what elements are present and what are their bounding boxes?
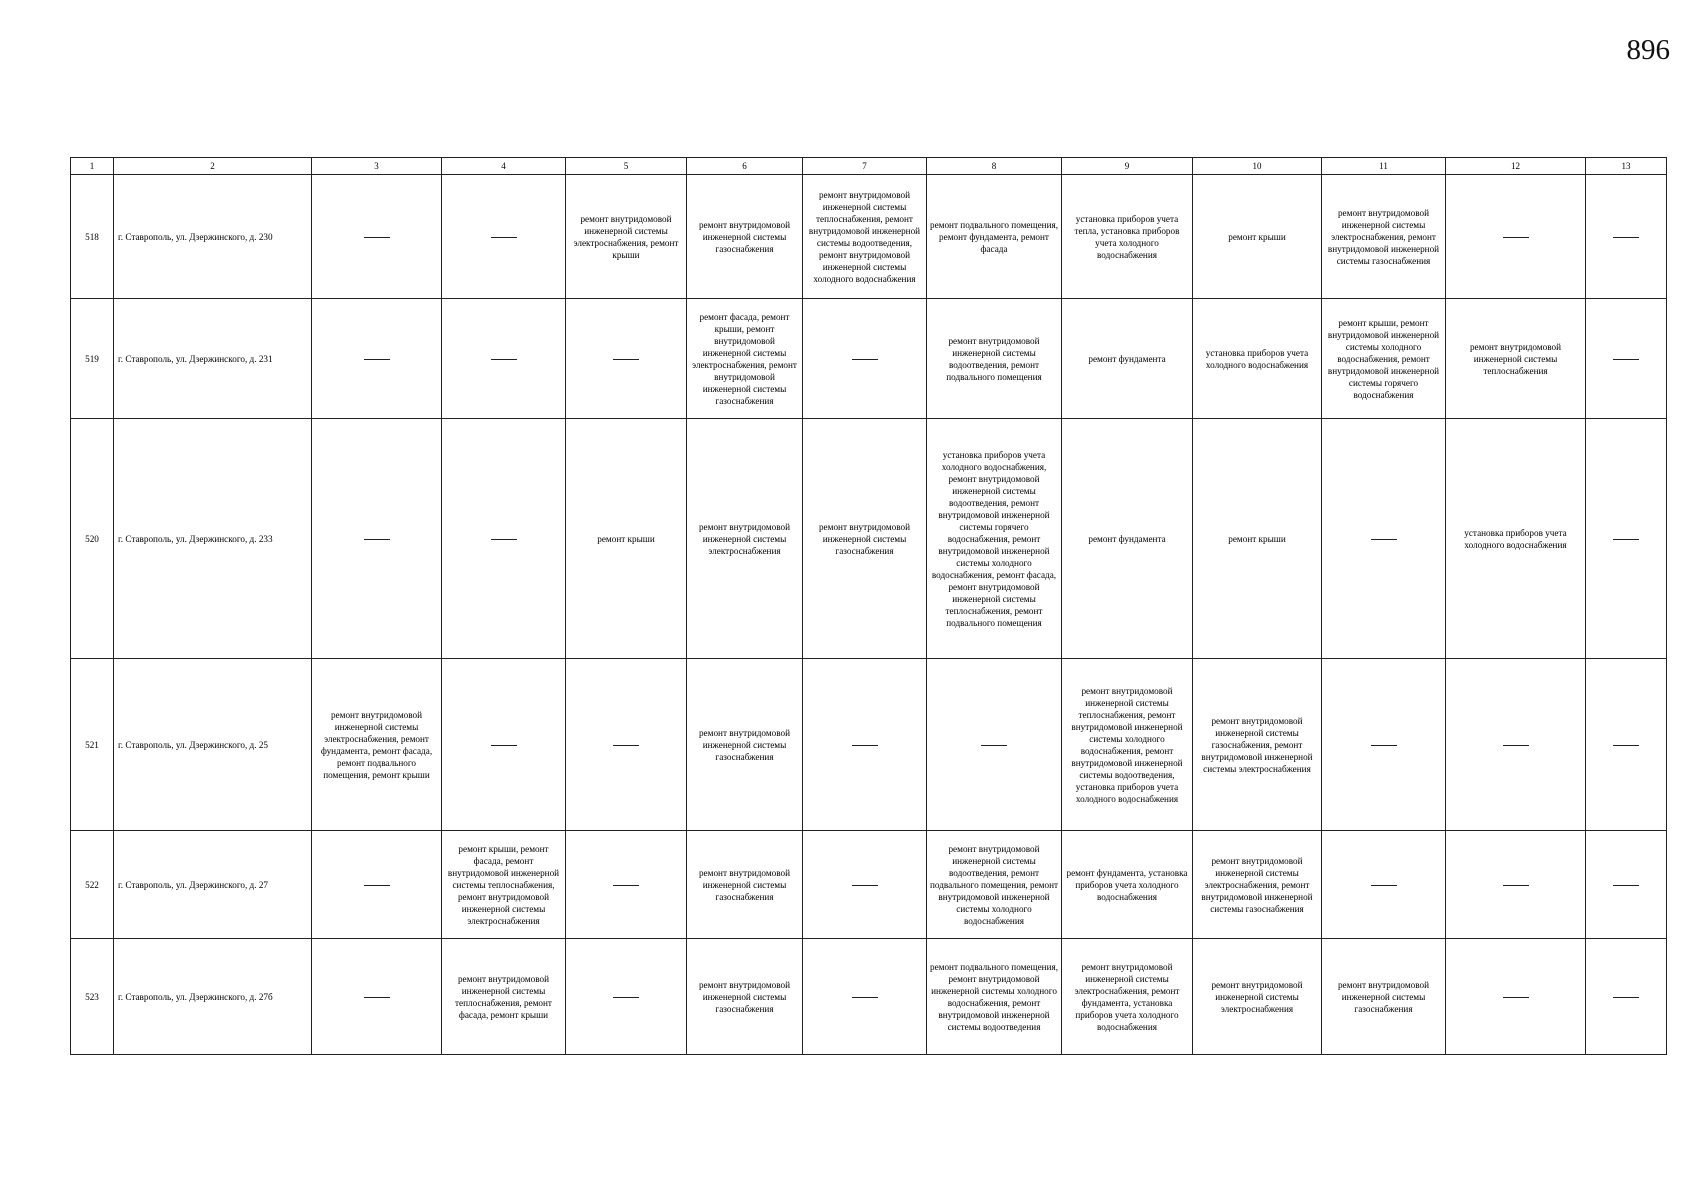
work-cell: ремонт внутридомовой инженерной системы электроснабжения, ремонт крыши: [566, 175, 687, 299]
work-cell: ремонт внутридомовой инженерной системы электроснабжения, ремонт фундамента, установка приборов учета холодного водоснабжения: [1062, 939, 1193, 1055]
dash-mark: [1613, 539, 1639, 540]
dash-mark: [1371, 745, 1397, 746]
empty-dash-cell: [312, 175, 442, 299]
work-cell: ремонт фундамента, установка приборов учета холодного водоснабжения: [1062, 831, 1193, 939]
empty-dash-cell: [803, 831, 927, 939]
column-header: 13: [1586, 158, 1667, 175]
dash-mark: [1613, 359, 1639, 360]
work-cell: установка приборов учета холодного водоснабжения, ремонт внутридомовой инженерной системы водоотведения, ремонт внутридомовой инженерной системы горячего водоснабжения, ремонт внутридомовой инженерной системы холодного водоснабжения, ремонт фасада, ремонт внутридомовой инженерной системы теплоснабжения, ремонт подвального помещения: [927, 419, 1062, 659]
work-cell: ремонт внутридомовой инженерной системы газоснабжения: [687, 659, 803, 831]
column-header: 8: [927, 158, 1062, 175]
empty-dash-cell: [442, 659, 566, 831]
work-cell: ремонт подвального помещения, ремонт внутридомовой инженерной системы холодного водоснабжения, ремонт внутридомовой инженерной системы водоотведения: [927, 939, 1062, 1055]
dash-mark: [852, 359, 878, 360]
work-cell: ремонт крыши: [1193, 175, 1322, 299]
work-cell: ремонт фундамента: [1062, 419, 1193, 659]
dash-mark: [1503, 745, 1529, 746]
dash-mark: [1613, 745, 1639, 746]
table-row: [71, 659, 1667, 831]
empty-dash-cell: [312, 299, 442, 419]
work-cell: ремонт подвального помещения, ремонт фундамента, ремонт фасада: [927, 175, 1062, 299]
dash-mark: [364, 885, 390, 886]
work-cell: ремонт внутридомовой инженерной системы газоснабжения: [687, 175, 803, 299]
work-cell: ремонт внутридомовой инженерной системы теплоснабжения, ремонт внутридомовой инженерной системы холодного водоснабжения, ремонт внутридомовой инженерной системы водоотведения, установка приборов учета холодного водоснабжения: [1062, 659, 1193, 831]
row-number-cell: 519: [71, 299, 114, 419]
repair-schedule-table: [70, 157, 1667, 1055]
column-header: 12: [1446, 158, 1586, 175]
work-cell: ремонт внутридомовой инженерной системы газоснабжения: [1322, 939, 1446, 1055]
work-cell: ремонт внутридомовой инженерной системы электроснабжения: [687, 419, 803, 659]
empty-dash-cell: [803, 659, 927, 831]
dash-mark: [1613, 997, 1639, 998]
table-row: [71, 419, 1667, 659]
empty-dash-cell: [1586, 831, 1667, 939]
dash-mark: [613, 997, 639, 998]
work-cell: ремонт внутридомовой инженерной системы электроснабжения: [1193, 939, 1322, 1055]
work-cell: установка приборов учета холодного водоснабжения: [1193, 299, 1322, 419]
empty-dash-cell: [312, 419, 442, 659]
dash-mark: [491, 745, 517, 746]
dash-mark: [613, 885, 639, 886]
empty-dash-cell: [1446, 659, 1586, 831]
dash-mark: [1371, 885, 1397, 886]
column-header: 11: [1322, 158, 1446, 175]
work-cell: установка приборов учета тепла, установка приборов учета холодного водоснабжения: [1062, 175, 1193, 299]
dash-mark: [1503, 997, 1529, 998]
dash-mark: [1503, 237, 1529, 238]
empty-dash-cell: [566, 939, 687, 1055]
row-number-cell: 522: [71, 831, 114, 939]
column-header: 1: [71, 158, 114, 175]
dash-mark: [852, 885, 878, 886]
work-cell: ремонт внутридомовой инженерной системы теплоснабжения, ремонт фасада, ремонт крыши: [442, 939, 566, 1055]
empty-dash-cell: [312, 939, 442, 1055]
empty-dash-cell: [566, 299, 687, 419]
empty-dash-cell: [1322, 659, 1446, 831]
empty-dash-cell: [1446, 175, 1586, 299]
work-cell: ремонт внутридомовой инженерной системы электроснабжения, ремонт внутридомовой инженерной системы газоснабжения: [1322, 175, 1446, 299]
address-cell: г. Ставрополь, ул. Дзержинского, д. 231: [114, 299, 312, 419]
dash-mark: [1613, 237, 1639, 238]
work-cell: установка приборов учета холодного водоснабжения: [1446, 419, 1586, 659]
dash-mark: [364, 237, 390, 238]
empty-dash-cell: [442, 419, 566, 659]
empty-dash-cell: [1446, 831, 1586, 939]
work-cell: ремонт внутридомовой инженерной системы электроснабжения, ремонт внутридомовой инженерной системы газоснабжения: [1193, 831, 1322, 939]
dash-mark: [1503, 885, 1529, 886]
table-row: [71, 299, 1667, 419]
dash-mark: [981, 745, 1007, 746]
empty-dash-cell: [566, 659, 687, 831]
column-header: 4: [442, 158, 566, 175]
column-header: 3: [312, 158, 442, 175]
empty-dash-cell: [1586, 939, 1667, 1055]
empty-dash-cell: [1586, 175, 1667, 299]
empty-dash-cell: [1586, 419, 1667, 659]
dash-mark: [491, 359, 517, 360]
empty-dash-cell: [566, 831, 687, 939]
column-header: 7: [803, 158, 927, 175]
empty-dash-cell: [1322, 831, 1446, 939]
work-cell: ремонт внутридомовой инженерной системы газоснабжения: [803, 419, 927, 659]
work-cell: ремонт крыши: [1193, 419, 1322, 659]
work-cell: ремонт крыши: [566, 419, 687, 659]
dash-mark: [613, 745, 639, 746]
dash-mark: [852, 745, 878, 746]
row-number-cell: 521: [71, 659, 114, 831]
work-cell: ремонт внутридомовой инженерной системы водоотведения, ремонт подвального помещения: [927, 299, 1062, 419]
row-number-cell: 520: [71, 419, 114, 659]
work-cell: ремонт внутридомовой инженерной системы теплоснабжения: [1446, 299, 1586, 419]
dash-mark: [491, 539, 517, 540]
table-row: [71, 939, 1667, 1055]
page-number: 896: [1626, 34, 1670, 66]
dash-mark: [1371, 539, 1397, 540]
empty-dash-cell: [1446, 939, 1586, 1055]
empty-dash-cell: [1586, 299, 1667, 419]
address-cell: г. Ставрополь, ул. Дзержинского, д. 27б: [114, 939, 312, 1055]
empty-dash-cell: [442, 175, 566, 299]
column-header: 10: [1193, 158, 1322, 175]
work-cell: ремонт фасада, ремонт крыши, ремонт внутридомовой инженерной системы электроснабжения, ремонт внутридомовой инженерной системы газоснабжения: [687, 299, 803, 419]
empty-dash-cell: [1322, 419, 1446, 659]
column-header: 5: [566, 158, 687, 175]
dash-mark: [364, 359, 390, 360]
address-cell: г. Ставрополь, ул. Дзержинского, д. 27: [114, 831, 312, 939]
table-row: [71, 175, 1667, 299]
empty-dash-cell: [927, 659, 1062, 831]
work-cell: ремонт внутридомовой инженерной системы газоснабжения, ремонт внутридомовой инженерной системы электроснабжения: [1193, 659, 1322, 831]
address-cell: г. Ставрополь, ул. Дзержинского, д. 230: [114, 175, 312, 299]
empty-dash-cell: [803, 299, 927, 419]
table-row: [71, 831, 1667, 939]
column-header: 2: [114, 158, 312, 175]
work-cell: ремонт внутридомовой инженерной системы газоснабжения: [687, 939, 803, 1055]
empty-dash-cell: [312, 831, 442, 939]
work-cell: ремонт внутридомовой инженерной системы газоснабжения: [687, 831, 803, 939]
row-number-cell: 523: [71, 939, 114, 1055]
dash-mark: [1613, 885, 1639, 886]
dash-mark: [364, 997, 390, 998]
column-number-row: [71, 158, 1667, 175]
dash-mark: [491, 237, 517, 238]
work-cell: ремонт внутридомовой инженерной системы теплоснабжения, ремонт внутридомовой инженерной системы водоотведения, ремонт внутридомовой инженерной системы холодного водоснабжения: [803, 175, 927, 299]
column-header: 9: [1062, 158, 1193, 175]
work-cell: ремонт фундамента: [1062, 299, 1193, 419]
empty-dash-cell: [1586, 659, 1667, 831]
row-number-cell: 518: [71, 175, 114, 299]
table-body: [71, 175, 1667, 1055]
empty-dash-cell: [803, 939, 927, 1055]
dash-mark: [852, 997, 878, 998]
work-cell: ремонт внутридомовой инженерной системы водоотведения, ремонт подвального помещения, ремонт внутридомовой инженерной системы холодного водоснабжения: [927, 831, 1062, 939]
work-cell: ремонт внутридомовой инженерной системы электроснабжения, ремонт фундамента, ремонт фасада, ремонт подвального помещения, ремонт крыши: [312, 659, 442, 831]
work-cell: ремонт крыши, ремонт фасада, ремонт внутридомовой инженерной системы теплоснабжения, ремонт внутридомовой инженерной системы электроснабжения: [442, 831, 566, 939]
address-cell: г. Ставрополь, ул. Дзержинского, д. 25: [114, 659, 312, 831]
empty-dash-cell: [442, 299, 566, 419]
work-cell: ремонт крыши, ремонт внутридомовой инженерной системы холодного водоснабжения, ремонт внутридомовой инженерной системы горячего водоснабжения: [1322, 299, 1446, 419]
column-header: 6: [687, 158, 803, 175]
dash-mark: [613, 359, 639, 360]
dash-mark: [364, 539, 390, 540]
address-cell: г. Ставрополь, ул. Дзержинского, д. 233: [114, 419, 312, 659]
